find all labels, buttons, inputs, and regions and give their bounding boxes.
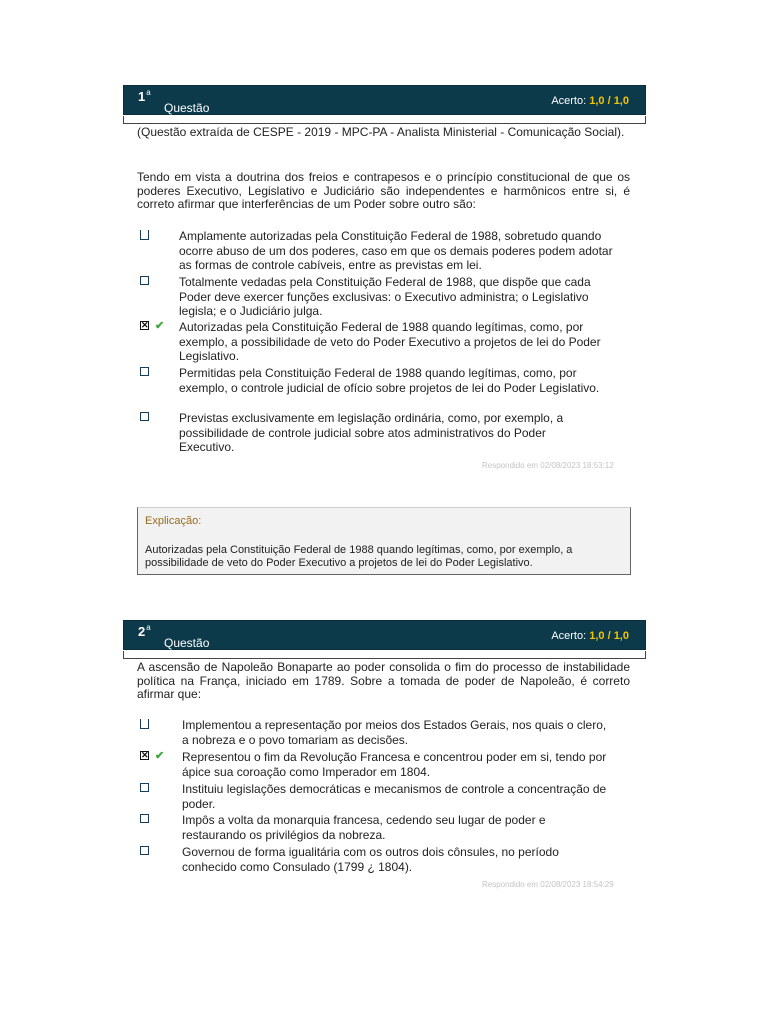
question-number: 1$^a$ — [138, 88, 151, 104]
acerto: Acerto: 1,0 / 1,0 — [551, 95, 629, 107]
option-text[interactable]: Representou o fim da Revolução Francesa e concentrou poder em si, tendo por ápice sua coroação como Imperador em 1804. — [182, 750, 607, 779]
question-2-bracket — [123, 651, 646, 659]
explanation-text: Autorizadas pela Constituição Federal de 1988 quando legítimas, como, por exemplo, a possibilidade de veto do Poder Executivo a projetos de lei do Poder Legislativo. — [145, 544, 573, 569]
answered-timestamp: Respondido em 02/08/2023 18:54:29 — [482, 880, 614, 889]
question-1-bracket — [123, 116, 646, 124]
x-checkbox-icon[interactable]: ✕ — [141, 750, 149, 760]
question-2-statement: A ascensão de Napoleão Bonaparte ao poder consolida o fim do processo de instabilidade política na França, iniciado em 1789. Sobre a tomada de poder de Napoleão, é correto afirmar que: — [137, 660, 630, 701]
option-checkbox[interactable] — [140, 783, 149, 792]
option-checkbox[interactable] — [140, 412, 149, 421]
option-checkbox[interactable] — [140, 230, 149, 240]
check-icon: ✔ — [155, 750, 165, 762]
option-checkbox[interactable] — [140, 719, 149, 729]
option-checkbox[interactable] — [140, 367, 149, 376]
score: 1,0 / 1,0 — [589, 630, 629, 642]
option-text[interactable]: Governou de forma igualitária com os outros dois cônsules, no período conhecido como Consulado (1799 ¿ 1804). — [182, 845, 559, 874]
option-text[interactable]: Permitidas pela Constituição Federal de 1988 quando legítimas, como, por exemplo, o controle judicial de ofício sobre projetos de lei do Poder Legislativo. — [179, 366, 600, 395]
question-number: 2$^a$ — [138, 623, 151, 639]
score: 1,0 / 1,0 — [589, 95, 629, 107]
question-1-statement: Tendo em vista a doutrina dos freios e contrapesos e o princípio constitucional de que os poderes Executivo, Legislativo e Judiciário são independentes e harmônicos entre si, é correto afirmar que interferências de um Poder sobre outro são: — [137, 170, 630, 211]
explanation-box — [137, 507, 631, 575]
answered-timestamp: Respondido em 02/08/2023 18:53:12 — [482, 461, 614, 470]
explanation-title: Explicação: — [145, 515, 202, 527]
question-2-header — [123, 620, 646, 650]
option-text[interactable]: Instituiu legislações democráticas e mecanismos de controle a concentração de poder. — [182, 782, 607, 811]
option-text[interactable]: Impôs a volta da monarquia francesa, cedendo seu lugar de poder e restaurando os privilégios da nobreza. — [182, 813, 546, 842]
option-text[interactable]: Previstas exclusivamente em legislação ordinária, como, por exemplo, a possibilidade de controle judicial sobre atos administrativos do Poder Executivo. — [179, 411, 564, 454]
option-text[interactable]: Autorizadas pela Constituição Federal de 1988 quando legítimas, como, por exemplo, a possibilidade de veto do Poder Executivo a projetos de lei do Poder Legislativo. — [179, 320, 601, 363]
question-1-header — [123, 85, 646, 115]
question-label: Questão — [164, 636, 210, 650]
x-checkbox-icon[interactable]: ✕ — [141, 320, 149, 330]
acerto: Acerto: 1,0 / 1,0 — [551, 630, 629, 642]
option-text[interactable]: Amplamente autorizadas pela Constituição Federal de 1988, sobretudo quando ocorre abuso de um dos poderes, caso em que os demais poderes podem adotar as formas de controle cabíveis, entre as previstas em lei. — [179, 229, 613, 272]
option-checkbox[interactable] — [140, 276, 149, 285]
option-checkbox[interactable] — [140, 814, 149, 823]
check-icon: ✔ — [155, 320, 165, 332]
option-text[interactable]: Implementou a representação por meios dos Estados Gerais, nos quais o clero, a nobreza e o povo tomariam as decisões. — [182, 718, 607, 747]
option-checkbox[interactable] — [140, 846, 149, 855]
option-text[interactable]: Totalmente vedadas pela Constituição Federal de 1988, que dispõe que cada Poder deve exercer funções exclusivas: o Executivo administra; o Legislativo legisla; e o Judiciário julga. — [179, 275, 591, 318]
question-1-source: (Questão extraída de CESPE - 2019 - MPC-PA - Analista Ministerial - Comunicação Social). — [137, 125, 625, 139]
question-label: Questão — [164, 101, 210, 115]
